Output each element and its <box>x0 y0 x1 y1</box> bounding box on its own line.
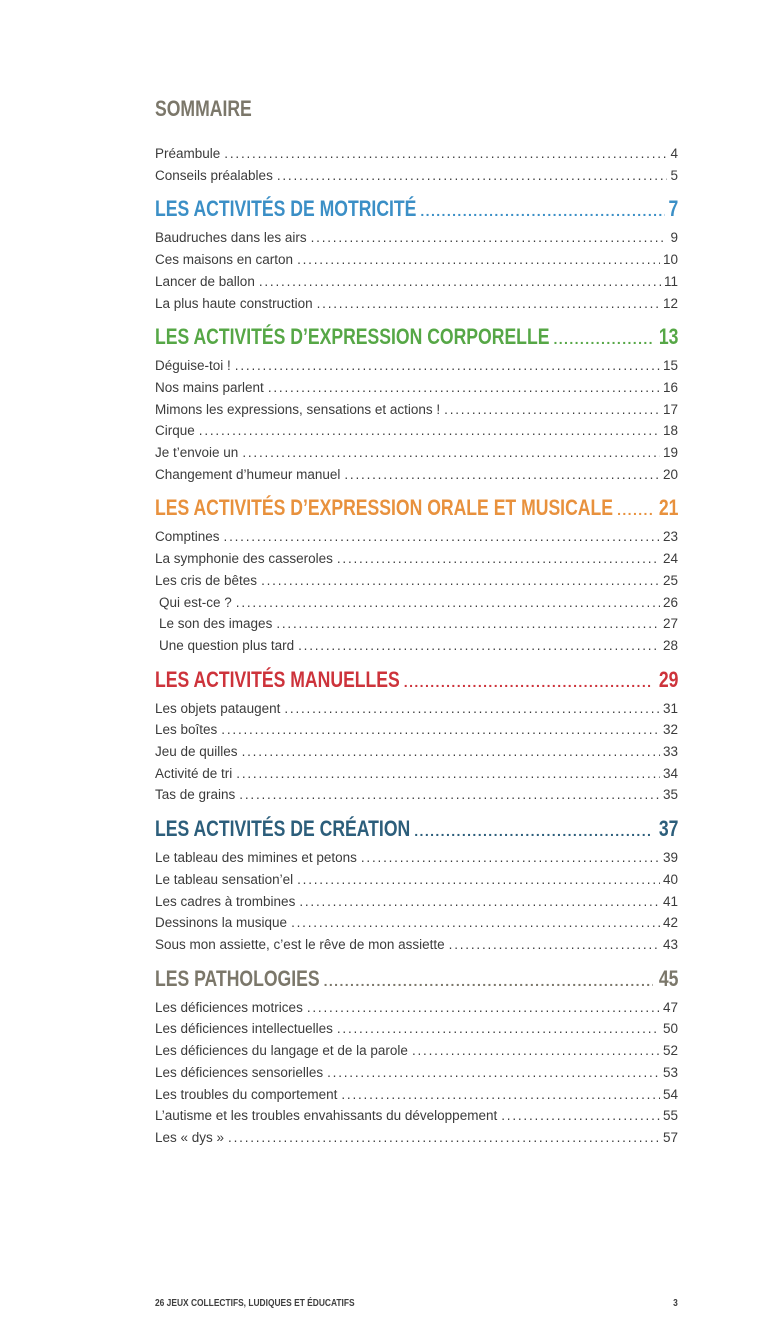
toc-entry <box>155 399 678 421</box>
toc-entry <box>155 249 678 271</box>
toc-entry-label: Baudruches dans les airs <box>155 230 307 246</box>
toc-entry-page-number: 20 <box>662 466 678 482</box>
toc-entry-label: Les déficiences motrices <box>155 999 303 1015</box>
toc-entry-page-number: 5 <box>670 167 678 183</box>
toc-entry-label: Déguise-toi ! <box>155 358 231 374</box>
toc-entry-label: Sous mon assiette, c’est le rêve de mon assiette <box>155 936 445 952</box>
toc-section-heading <box>155 667 678 695</box>
page-footer <box>155 1297 678 1309</box>
dot-leader <box>311 227 668 249</box>
toc-entry-label: Activité de tri <box>155 765 233 781</box>
toc-entry-page-number: 26 <box>662 594 678 610</box>
dot-leader <box>444 399 660 421</box>
toc-entry-label: Les boîtes <box>155 722 218 738</box>
toc-entry <box>155 1018 678 1040</box>
toc-entry-label: Changement d’humeur manuel <box>155 466 341 482</box>
toc-entry-page-number: 39 <box>662 850 678 866</box>
toc-entry-page-number: 28 <box>662 637 678 653</box>
toc-entry-label: Le tableau des mimines et petons <box>155 850 357 866</box>
toc-section <box>155 324 678 485</box>
dot-leader <box>337 548 660 570</box>
dot-leader <box>420 198 664 224</box>
toc-entry-page-number: 35 <box>662 787 678 803</box>
toc-entry-page-number: 34 <box>662 765 678 781</box>
toc-section-page-number: 37 <box>658 816 678 842</box>
dot-leader <box>291 912 660 934</box>
dot-leader <box>199 420 660 442</box>
dot-leader <box>242 741 660 763</box>
toc-entry-page-number: 55 <box>662 1108 678 1124</box>
toc-entry-page-number: 18 <box>662 423 678 439</box>
toc-entry-page-number: 10 <box>662 252 678 268</box>
toc-entry-page-number: 47 <box>662 999 678 1015</box>
toc-entry <box>155 293 678 315</box>
toc-entry <box>155 741 678 763</box>
toc-entry <box>155 464 678 486</box>
dot-leader <box>235 355 660 377</box>
toc-entry <box>155 784 678 806</box>
toc-section-title: LES ACTIVITÉS MANUELLES <box>155 666 400 692</box>
toc-entry-page-number: 17 <box>662 401 678 417</box>
toc-entry <box>155 719 678 741</box>
toc-entry-page-number: 16 <box>662 379 678 395</box>
dot-leader <box>276 613 660 635</box>
toc-section <box>155 816 678 956</box>
dot-leader <box>404 669 653 695</box>
dot-leader <box>236 592 660 614</box>
toc-entry <box>155 420 678 442</box>
toc-section-heading <box>155 196 678 224</box>
toc-entry-page-number: 52 <box>662 1043 678 1059</box>
toc-entry-page-number: 41 <box>662 893 678 909</box>
toc-entry-label: Le tableau sensation’el <box>155 871 294 887</box>
toc-entry <box>155 635 678 657</box>
toc-section <box>155 667 678 807</box>
dot-leader <box>236 763 660 785</box>
toc-entry-page-number: 31 <box>662 700 678 716</box>
toc-entry <box>155 912 678 934</box>
toc-entry <box>155 592 678 614</box>
toc-entry <box>155 934 678 956</box>
toc-entry-label: Les « dys » <box>155 1129 225 1145</box>
toc-entry <box>155 847 678 869</box>
toc-entry-label: Cirque <box>155 423 195 439</box>
toc-section <box>155 495 678 656</box>
toc-entry-page-number: 32 <box>662 722 678 738</box>
dot-leader <box>224 526 660 548</box>
toc-entry-label: Les objets pataugent <box>155 700 281 716</box>
toc-list <box>155 227 678 314</box>
toc-entry-page-number: 54 <box>662 1086 678 1102</box>
toc-list <box>155 526 678 656</box>
toc-entry-label: Les déficiences du langage et de la parole <box>155 1043 408 1059</box>
toc-entry-label: Nos mains parlent <box>155 379 264 395</box>
toc-sections <box>155 196 678 1148</box>
toc-entry-label: Une question plus tard <box>159 637 295 653</box>
toc-section-heading <box>155 324 678 352</box>
toc-entry-label: Jeu de quilles <box>155 744 238 760</box>
toc-section-page-number: 21 <box>658 495 678 521</box>
toc-entry <box>155 227 678 249</box>
toc-section-page-number: 45 <box>658 965 678 991</box>
toc-section-heading <box>155 495 678 523</box>
toc-entry-page-number: 19 <box>662 445 678 461</box>
dot-leader <box>261 570 660 592</box>
toc-entry <box>155 165 678 187</box>
toc-entry-label: Dessinons la musique <box>155 915 288 931</box>
page-title <box>155 97 678 121</box>
toc-entry-label: Qui est-ce ? <box>159 594 232 610</box>
toc-entry <box>155 442 678 464</box>
toc-entry-label: Les cadres à trombines <box>155 893 296 909</box>
toc-section-title: LES ACTIVITÉS D’EXPRESSION ORALE ET MUSICALE <box>155 495 613 521</box>
dot-leader <box>277 165 668 187</box>
toc-section-page-number: 13 <box>658 324 678 350</box>
toc-entry-label: Préambule <box>155 146 221 161</box>
toc-entry-label: Les déficiences sensorielles <box>155 1064 324 1080</box>
toc-entry-page-number: 9 <box>670 230 678 246</box>
toc-entry-label: La plus haute construction <box>155 295 313 311</box>
toc-entry-page-number: 40 <box>662 871 678 887</box>
toc-entry-page-number: 11 <box>663 273 678 289</box>
dot-leader <box>501 1105 660 1127</box>
dot-leader <box>617 497 652 523</box>
dot-leader <box>324 968 653 994</box>
toc-section-heading <box>155 816 678 844</box>
dot-leader <box>327 1062 660 1084</box>
dot-leader <box>341 1084 660 1106</box>
dot-leader <box>553 326 652 352</box>
toc-list <box>155 997 678 1149</box>
toc-entry-label: Les cris de bêtes <box>155 572 258 588</box>
toc-entry-label: Conseils préalables <box>155 167 273 183</box>
dot-leader <box>412 1040 660 1062</box>
toc-section <box>155 966 678 1149</box>
toc-entry <box>155 698 678 720</box>
dot-leader <box>284 698 660 720</box>
dot-leader <box>299 891 660 913</box>
toc-entry-label: La symphonie des casseroles <box>155 551 333 567</box>
dot-leader <box>228 1127 660 1149</box>
dot-leader <box>221 719 660 741</box>
toc-section-heading <box>155 966 678 994</box>
toc-entry-page-number: 27 <box>662 616 678 632</box>
dot-leader <box>414 818 652 844</box>
toc-entry-label: Les troubles du comportement <box>155 1086 338 1102</box>
toc-entry-label: Tas de grains <box>155 787 236 803</box>
toc-content <box>155 97 678 1149</box>
toc-entry <box>155 570 678 592</box>
toc-entry <box>155 271 678 293</box>
front-toc-list <box>155 143 678 186</box>
toc-entry <box>155 763 678 785</box>
toc-entry-page-number: 53 <box>662 1064 678 1080</box>
toc-entry <box>155 1040 678 1062</box>
toc-section <box>155 196 678 314</box>
toc-section-title: LES ACTIVITÉS DE CRÉATION <box>155 816 411 842</box>
toc-section-page-number: 7 <box>668 196 678 222</box>
toc-entry-page-number: 12 <box>662 295 678 311</box>
footer-book-title: 26 JEUX COLLECTIFS, LUDIQUES ET ÉDUCATIFS <box>155 1297 355 1309</box>
dot-leader <box>449 934 660 956</box>
dot-leader <box>344 464 660 486</box>
toc-list <box>155 355 678 485</box>
toc-entry <box>155 869 678 891</box>
toc-entry-label: Les déficiences intellectuelles <box>155 1021 333 1037</box>
toc-entry-label: Mimons les expressions, sensations et actions ! <box>155 401 441 417</box>
toc-entry <box>155 1084 678 1106</box>
toc-entry-label: Ces maisons en carton <box>155 252 294 268</box>
dot-leader <box>259 271 661 293</box>
toc-entry <box>155 355 678 377</box>
toc-entry <box>155 377 678 399</box>
toc-list <box>155 698 678 807</box>
toc-section-title: LES ACTIVITÉS D’EXPRESSION CORPORELLE <box>155 324 550 350</box>
toc-entry-page-number: 24 <box>662 551 678 567</box>
dot-leader <box>307 997 660 1019</box>
toc-entry-label: Lancer de ballon <box>155 273 255 289</box>
toc-entry-page-number: 23 <box>662 529 678 545</box>
toc-entry-page-number: 43 <box>662 936 678 952</box>
toc-entry <box>155 526 678 548</box>
toc-entry-page-number: 57 <box>662 1129 678 1145</box>
toc-entry <box>155 1062 678 1084</box>
footer-page-number: 3 <box>673 1297 678 1309</box>
dot-leader <box>297 869 660 891</box>
toc-entry <box>155 1127 678 1149</box>
dot-leader <box>224 143 667 165</box>
dot-leader <box>268 377 660 399</box>
toc-entry-page-number: 15 <box>662 358 678 374</box>
toc-section-title: LES PATHOLOGIES <box>155 965 320 991</box>
toc-section-title: LES ACTIVITÉS DE MOTRICITÉ <box>155 196 417 222</box>
toc-entry-page-number: 42 <box>662 915 678 931</box>
toc-entry <box>155 1105 678 1127</box>
toc-entry-label: Le son des images <box>159 616 273 632</box>
toc-entry <box>155 891 678 913</box>
toc-entry-label: Je t’envoie un <box>155 445 239 461</box>
toc-entry <box>155 997 678 1019</box>
toc-entry-page-number: 4 <box>670 146 678 161</box>
dot-leader <box>297 249 660 271</box>
dot-leader <box>239 784 660 806</box>
dot-leader <box>242 442 660 464</box>
toc-entry-page-number: 50 <box>662 1021 678 1037</box>
toc-entry <box>155 143 678 165</box>
dot-leader <box>317 293 660 315</box>
toc-entry-label: Comptines <box>155 529 220 545</box>
page-title-text: SOMMAIRE <box>155 96 252 121</box>
dot-leader <box>361 847 660 869</box>
toc-entry-page-number: 25 <box>662 572 678 588</box>
toc-entry <box>155 613 678 635</box>
toc-list <box>155 847 678 956</box>
toc-section-page-number: 29 <box>658 666 678 692</box>
toc-entry-label: L’autisme et les troubles envahissants du développement <box>155 1108 498 1124</box>
toc-entry <box>155 548 678 570</box>
dot-leader <box>337 1018 660 1040</box>
dot-leader <box>298 635 660 657</box>
toc-entry-page-number: 33 <box>662 744 678 760</box>
